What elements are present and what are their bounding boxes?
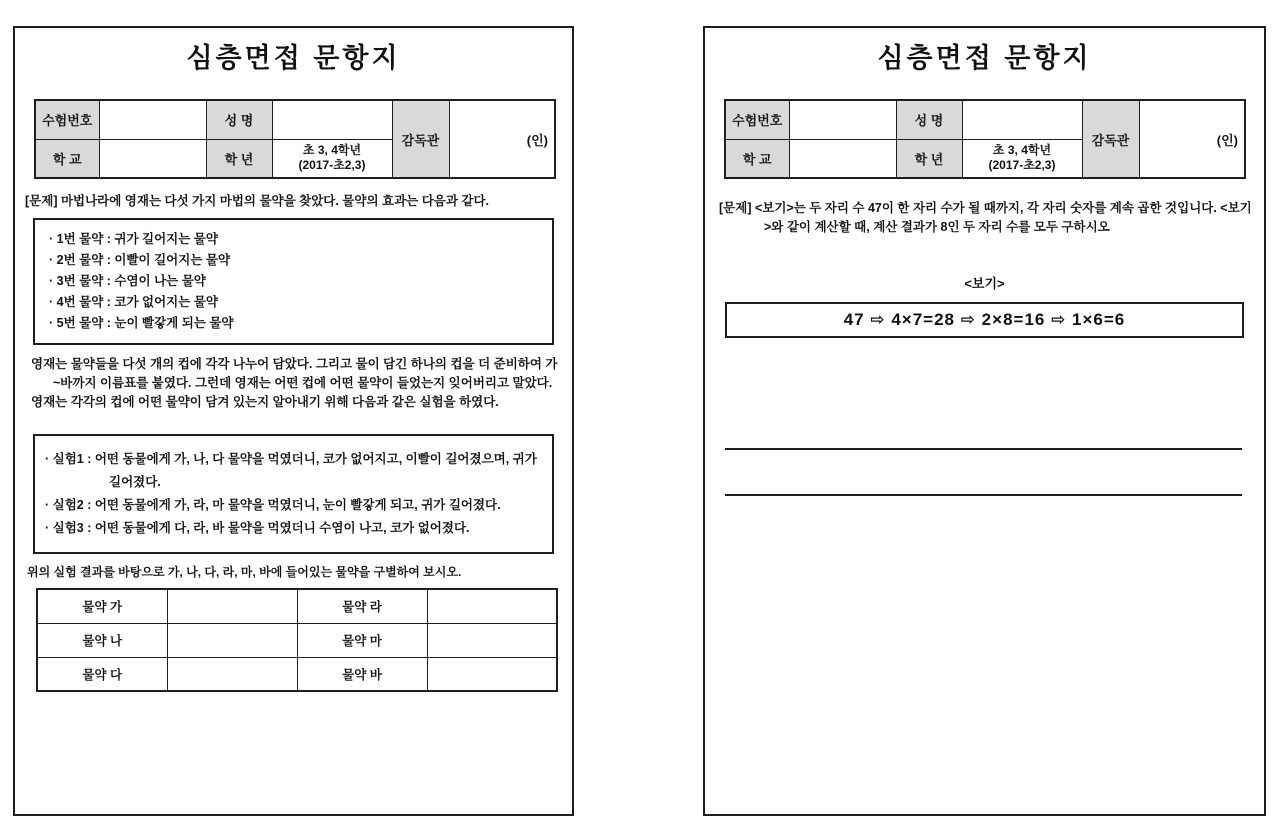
grade-label: 학 년 <box>206 139 272 178</box>
name-field[interactable] <box>962 100 1082 139</box>
seal-text: (인) <box>526 132 548 148</box>
school-label: 학 교 <box>35 139 99 178</box>
answer-table-label: 물약 나 <box>37 623 167 657</box>
answer-table-input-cell[interactable] <box>427 657 557 691</box>
exam-number-label: 수험번호 <box>35 100 99 139</box>
supervisor-seal-cell[interactable] <box>1139 100 1245 178</box>
name-field[interactable] <box>272 100 392 139</box>
table-row <box>37 657 557 691</box>
answer-table-input-cell[interactable] <box>427 623 557 657</box>
table-row <box>37 589 557 623</box>
grade-value-line2: (2017-초2,3) <box>988 158 1056 173</box>
answer-table-input-cell[interactable] <box>167 623 297 657</box>
experiment-item: · 실험1 : 어떤 동물에게 가, 나, 다 물약을 먹였더니, 코가 없어지고, 이빨이 길어졌으며, 귀가 길어졌다. <box>45 452 537 489</box>
name-label: 성 명 <box>206 100 272 139</box>
potion-list-item: · 5번 물약 : 눈이 빨갛게 되는 물약 <box>49 316 234 330</box>
answer-table-label: 물약 바 <box>297 657 427 691</box>
answer-table <box>36 588 558 692</box>
example-formula: 47 ⇨ 4×7=28 ⇨ 2×8=16 ⇨ 1×6=6 <box>843 310 1126 329</box>
grade-value-cell <box>962 139 1082 178</box>
page-title: 심층면접 문항지 <box>186 43 401 73</box>
school-label: 학 교 <box>725 139 789 178</box>
right-question-sheet <box>703 26 1266 816</box>
story-paragraph-1: 영재는 물약들을 다섯 개의 컵에 각각 나누어 담았다. 그리고 물이 담긴 하나의 컵을 더 준비하여 가~바까지 이름표를 붙였다. 그런데 영재는 어떤 컵에 어떤 물약이 들었는지 잊어버리고 말았다. <box>31 357 558 390</box>
exam-number-field[interactable] <box>99 100 206 139</box>
grade-label: 학 년 <box>896 139 962 178</box>
answer-line[interactable] <box>725 448 1242 450</box>
answer-table-input-cell[interactable] <box>167 589 297 623</box>
school-field[interactable] <box>789 139 896 178</box>
grade-value-cell <box>272 139 392 178</box>
potion-list-item: · 4번 물약 : 코가 없어지는 물약 <box>49 295 218 309</box>
example-label: <보기> <box>964 276 1005 291</box>
answer-table-input-cell[interactable] <box>167 657 297 691</box>
seal-text: (인) <box>1216 132 1238 148</box>
experiment-item: · 실험2 : 어떤 동물에게 가, 라, 마 물약을 먹였더니, 눈이 빨갛게 되고, 귀가 길어졌다. <box>45 498 501 512</box>
answer-instruction: 위의 실험 결과를 바탕으로 가, 나, 다, 라, 마, 바에 들어있는 물약을 구별하여 보시오. <box>27 565 462 579</box>
exam-number-label: 수험번호 <box>725 100 789 139</box>
answer-line[interactable] <box>725 494 1242 496</box>
potion-list-box <box>33 218 554 345</box>
supervisor-label: 감독관 <box>1082 100 1139 178</box>
page-title: 심층면접 문항지 <box>877 43 1092 73</box>
potion-list-item: · 3번 물약 : 수염이 나는 물약 <box>49 274 206 288</box>
grade-value-line1: 초 3, 4학년 <box>992 143 1052 158</box>
candidate-info-table <box>724 99 1246 179</box>
answer-table-label: 물약 다 <box>37 657 167 691</box>
exam-number-field[interactable] <box>789 100 896 139</box>
name-label: 성 명 <box>896 100 962 139</box>
experiment-item: · 실험3 : 어떤 동물에게 다, 라, 바 물약을 먹였더니 수염이 나고, 코가 없어졌다. <box>45 521 470 535</box>
answer-table-label: 물약 마 <box>297 623 427 657</box>
example-box <box>725 302 1244 338</box>
answer-table-input-cell[interactable] <box>427 589 557 623</box>
answer-table-label: 물약 가 <box>37 589 167 623</box>
left-question-sheet <box>13 26 574 816</box>
grade-value-line1: 초 3, 4학년 <box>302 143 362 158</box>
potion-list-item: · 1번 물약 : 귀가 길어지는 물약 <box>49 232 218 246</box>
problem-statement: [문제] 마법나라에 영재는 다섯 가지 마법의 물약을 찾았다. 물약의 효과는 다음과 같다. <box>25 194 490 208</box>
potion-list-item: · 2번 물약 : 이빨이 길어지는 물약 <box>49 253 231 267</box>
candidate-info-table <box>34 99 556 179</box>
supervisor-label: 감독관 <box>392 100 449 178</box>
experiment-list-box <box>33 434 554 554</box>
answer-table-label: 물약 라 <box>297 589 427 623</box>
problem-statement: [문제] <보기>는 두 자리 수 47이 한 자리 수가 될 때까지, 각 자리 숫자를 계속 곱한 것입니다. <보기>와 같이 계산할 때, 계산 결과가 8인 두 자리 수를 모두 구하시오 <box>719 201 1252 234</box>
grade-value-line2: (2017-초2,3) <box>298 158 366 173</box>
story-paragraph-2: 영재는 각각의 컵에 어떤 물약이 담겨 있는지 알아내기 위해 다음과 같은 실험을 하였다. <box>31 395 499 409</box>
supervisor-seal-cell[interactable] <box>449 100 555 178</box>
table-row <box>37 623 557 657</box>
school-field[interactable] <box>99 139 206 178</box>
